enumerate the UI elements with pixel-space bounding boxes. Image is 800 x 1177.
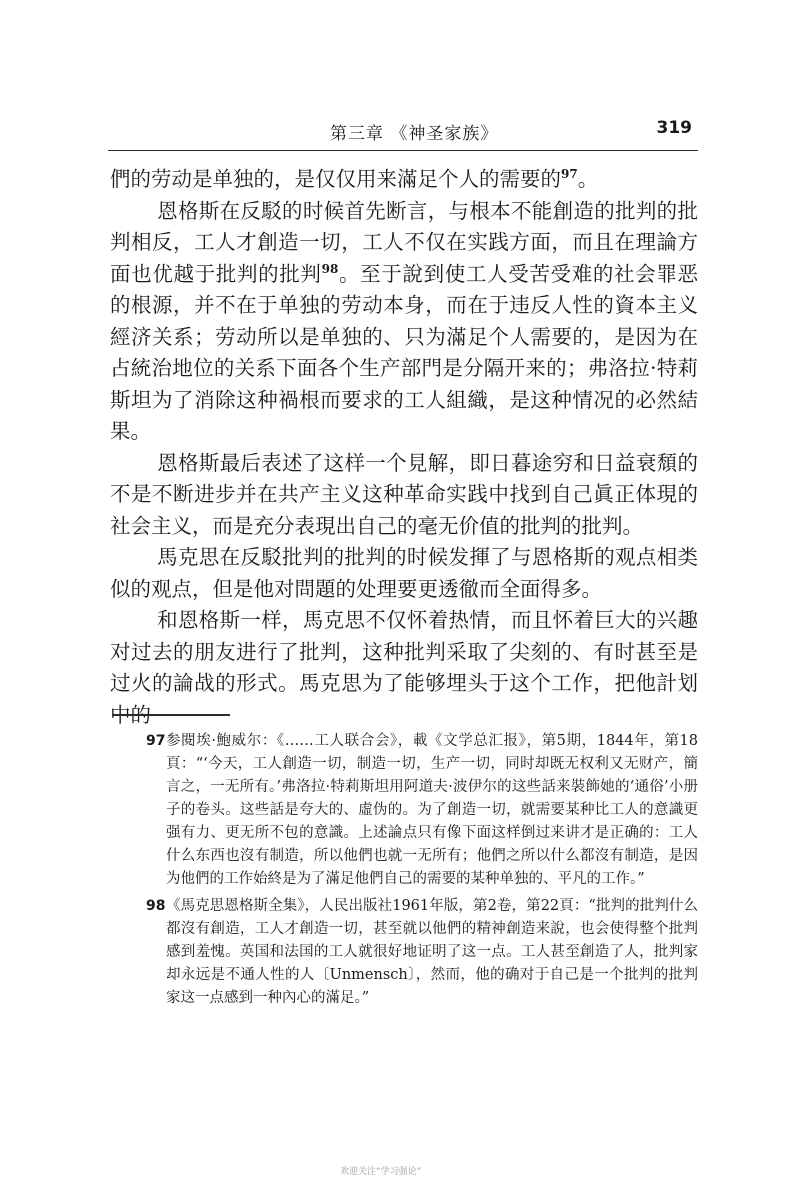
paragraph-2-text-a: 恩格斯在反駁的时候首先断言，与根本不能創造的批判的批判相反，工人才創造一切，工人不仅在实践方面，而且在理論方面也优越于批判的批判 <box>110 198 698 286</box>
footnote-divider <box>112 714 230 716</box>
running-head: 第三章 《神圣家族》 <box>330 124 499 144</box>
page-number: 319 <box>656 118 692 138</box>
paragraph-1-text: 們的劳动是单独的，是仅仅用来滿足个人的需要的 <box>110 167 561 191</box>
paragraph-1-tail: 。 <box>577 167 599 191</box>
footnote-97 <box>110 730 698 891</box>
footnote-number: 97 <box>146 733 166 749</box>
footnote-text: 《馬克思恩格斯全集》，人民出版社1961年版，第2卷，第22頁：“批判的批判什么都沒有創造，工人才創造一切，甚至就以他們的精神創造来說，也会使得整个批判感到羞愧。英国和法国的工人就很好地证明了这一点。工人甚至創造了人，批判家却永远是不通人性的人〔Unmensch〕，然而，他的确对于自己是一个批判的批判家这一点感到一种內心的滿足。” <box>166 898 698 1006</box>
paragraph-4: 馬克思在反駁批判的批判的时候发揮了与恩格斯的观点相类似的观点，但是他对問題的处理要更透徹而全面得多。 <box>110 545 698 601</box>
paragraph-2-text-b: 。至于說到使工人受苦受难的社会罪恶的根源，并不在于单独的劳动本身，而在于违反人性的資本主义經济关系；劳动所以是单独的、只为滿足个人需要的，是因为在占統治地位的关系下面各个生产部門是分隔开来的；弗洛拉·特莉斯坦为了消除这种禍根而要求的工人組織，是这种情况的必然結果。 <box>110 261 699 443</box>
footnote-number: 98 <box>146 898 166 914</box>
paragraph-1 <box>110 164 698 196</box>
footnote-98 <box>110 895 698 1010</box>
page-header <box>108 116 698 151</box>
footnote-ref-98[interactable]: 98 <box>321 261 339 276</box>
footnote-text: 参閱埃·鮑威尔：《……工人联合会》，載《文学总汇报》，第5期，1844年，第18頁：“‘今天，工人創造一切，制造一切，生产一切，同时却既无权利又无财产，簡言之，一无所有。’弗洛拉·特莉斯坦用阿道夫·波伊尔的这些話来裝飾她的‘通俗’小册子的卷头。这些話是夸大的、虛伪的。为了創造一切，就需要某种比工人的意識更强有力、更无所不包的意識。上述論点只有像下面这样倒过来讲才是正确的：工人什么东西也沒有制造，所以他們也就一无所有；他們之所以什么都沒有制造，是因为他們的工作始終是为了滿足他們自己的需要的某种单独的、平凡的工作。” <box>166 733 698 887</box>
footnote-ref-97[interactable]: 97 <box>561 167 578 182</box>
footnotes <box>110 730 698 1014</box>
paragraph-3: 恩格斯最后表述了这样一个見解，即日暮途穷和日益衰頹的不是不断进步并在共产主义这种革命实践中找到自己眞正体現的社会主义，而是充分表現出自己的毫无价值的批判的批判。 <box>110 450 698 538</box>
paragraph-5: 和恩格斯一样，馬克思不仅怀着热情，而且怀着巨大的兴趣对过去的朋友进行了批判，这种批判采取了尖刻的、有时甚至是过火的論战的形式。馬克思为了能够埋头于这个工作，把他計划中的 <box>110 608 698 727</box>
bottom-watermark: 欢迎关注“学习强论” <box>340 1167 422 1177</box>
paragraph-2 <box>110 196 698 448</box>
body-text <box>110 164 698 731</box>
